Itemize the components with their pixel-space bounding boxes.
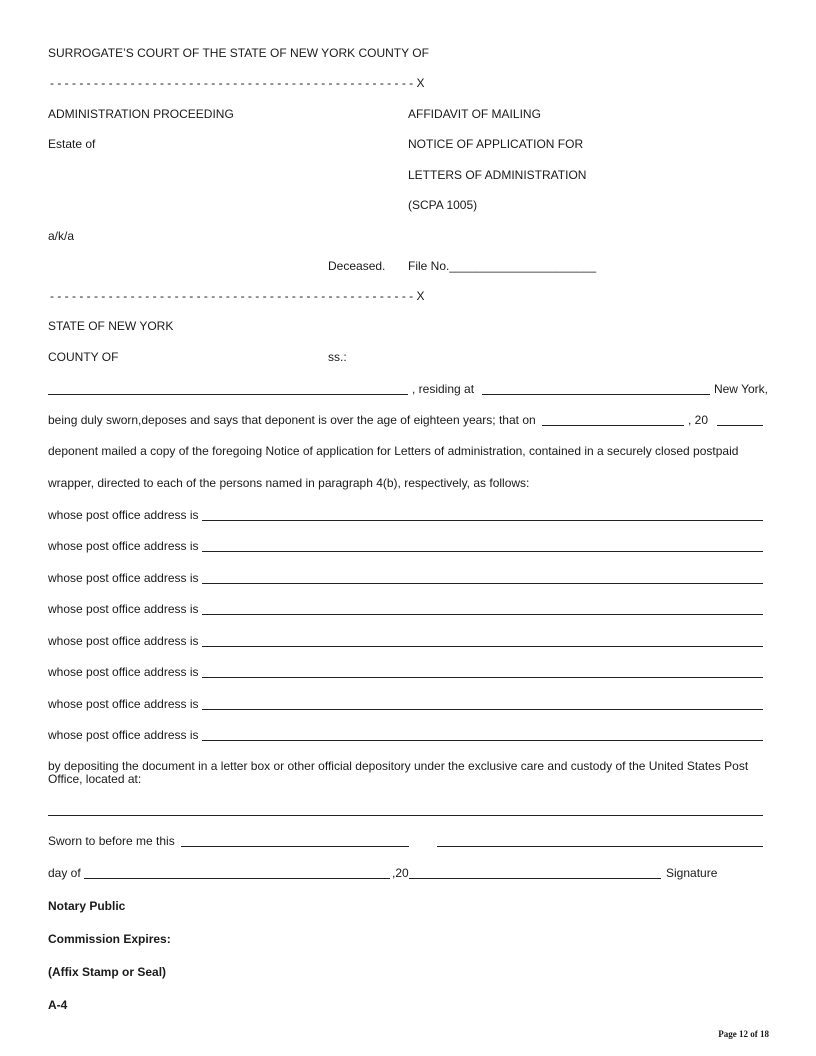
doc-title-line-1: AFFIDAVIT OF MAILING	[408, 107, 541, 121]
address-input-line[interactable]	[202, 520, 763, 521]
commission-expires-label: Commission Expires:	[48, 932, 171, 946]
mailing-statement-text: deponent mailed a copy of the foregoing Notice of application for Letters of administration, contained in a securely closed postpaid	[48, 444, 739, 458]
new-york-label: New York,	[713, 382, 768, 396]
court-title: SURROGATE’S COURT OF THE STATE OF NEW YORK COUNTY OF	[48, 46, 429, 60]
residence-address-line[interactable]	[482, 394, 710, 395]
year-prefix: , 20	[688, 413, 709, 427]
signature-line[interactable]	[437, 846, 763, 847]
affix-seal-label: (Affix Stamp or Seal)	[48, 965, 167, 979]
doc-title-line-2: NOTICE OF APPLICATION FOR	[408, 137, 584, 151]
jurat-year-line[interactable]	[409, 878, 661, 879]
deponent-name-line[interactable]	[48, 394, 408, 395]
venue-county: COUNTY OF	[48, 350, 119, 364]
day-of-label: day of	[48, 866, 81, 880]
address-label: whose post office address is	[48, 508, 199, 522]
venue-state: STATE OF NEW YORK	[48, 319, 174, 333]
depository-location-line[interactable]	[48, 815, 763, 816]
caption-separator-top: - - - - - - - - - - - - - - - - - - - - - - - - - - - - - - - - - - - - - - - - - - - - - - - - - - X	[50, 76, 425, 90]
doc-title-line-3: LETTERS OF ADMINISTRATION	[408, 168, 587, 182]
venue-ss: ss.:	[328, 350, 347, 364]
sworn-statement-text: being duly sworn,deposes and says that deponent is over the age of eighteen years; that on	[48, 413, 536, 427]
address-label: whose post office address is	[48, 602, 199, 616]
aka-label: a/k/a	[48, 229, 75, 243]
page-number: Page 12 of 18	[718, 1029, 769, 1039]
address-input-line[interactable]	[202, 677, 763, 678]
depositing-text-line-2: Office, located at:	[48, 772, 142, 786]
address-input-line[interactable]	[202, 551, 763, 552]
address-label: whose post office address is	[48, 728, 199, 742]
doc-title-line-4: (SCPA 1005)	[408, 198, 478, 212]
address-label: whose post office address is	[48, 665, 199, 679]
caption-separator-bottom: - - - - - - - - - - - - - - - - - - - - - - - - - - - - - - - - - - - - - - - - - - - - - - - - - - X	[50, 289, 425, 303]
residing-at-label: , residing at	[412, 382, 475, 396]
address-input-line[interactable]	[202, 614, 763, 615]
address-label: whose post office address is	[48, 634, 199, 648]
address-label: whose post office address is	[48, 539, 199, 553]
day-of-month-line[interactable]	[84, 878, 390, 879]
sworn-date-line[interactable]	[181, 846, 409, 847]
proceeding-label: ADMINISTRATION PROCEEDING	[48, 107, 234, 121]
address-label: whose post office address is	[48, 697, 199, 711]
deceased-label: Deceased.	[328, 259, 386, 273]
address-input-line[interactable]	[202, 583, 763, 584]
notary-public-label: Notary Public	[48, 899, 126, 913]
mailing-year-line[interactable]	[717, 425, 763, 426]
address-input-line[interactable]	[202, 709, 763, 710]
file-number-field[interactable]: File No.______________________	[408, 259, 597, 273]
address-label: whose post office address is	[48, 571, 199, 585]
signature-label: Signature	[666, 866, 718, 880]
address-input-line[interactable]	[202, 740, 763, 741]
estate-of-label: Estate of	[48, 137, 96, 151]
sworn-label: Sworn to before me this	[48, 834, 175, 848]
wrapper-statement-text: wrapper, directed to each of the persons named in paragraph 4(b), respectively, as follows:	[48, 476, 530, 490]
address-input-line[interactable]	[202, 646, 763, 647]
depositing-text-line-1: by depositing the document in a letter box or other official depository under the exclusive care and custody of the United States Post	[48, 759, 749, 773]
jurat-year-prefix: ,20	[392, 866, 409, 880]
form-id: A-4	[48, 998, 68, 1012]
mailing-date-line[interactable]	[542, 425, 684, 426]
